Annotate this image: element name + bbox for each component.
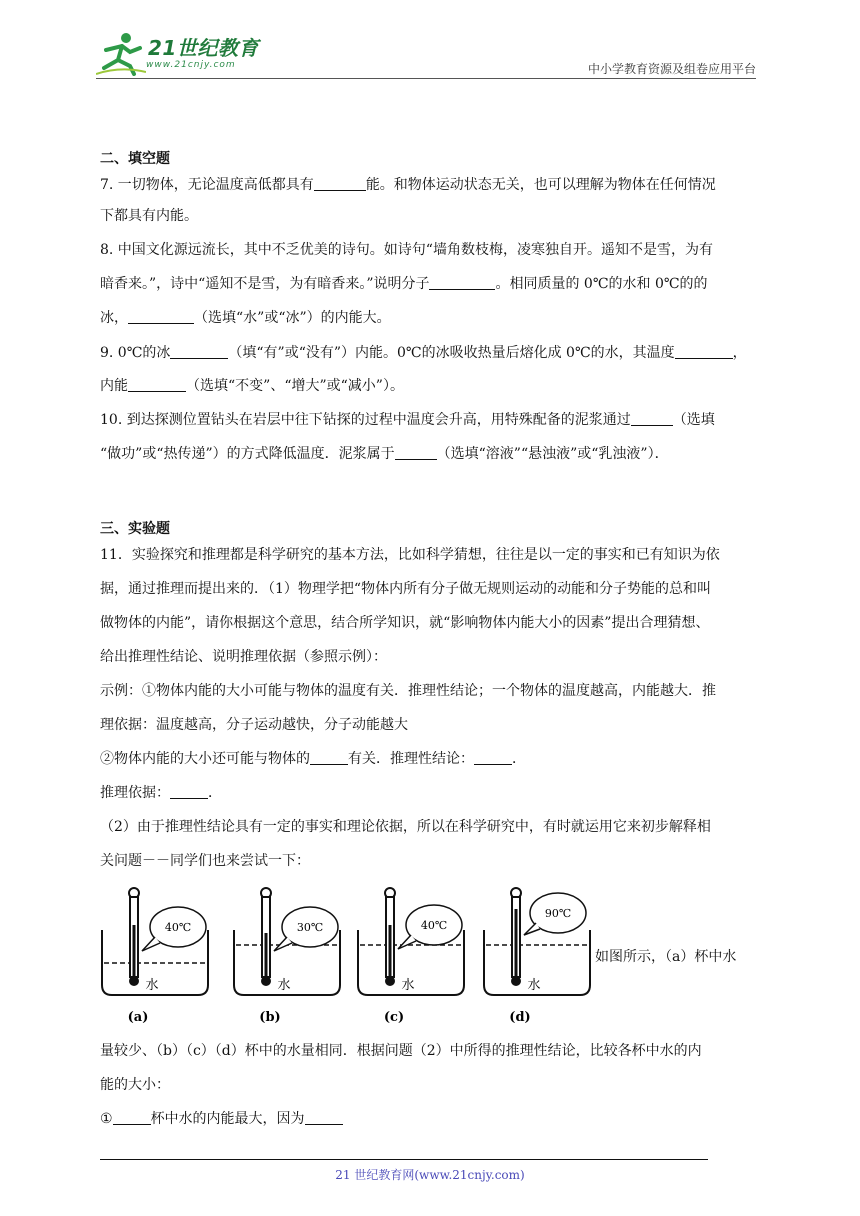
q8-line3 <box>100 309 760 327</box>
text-segment: 杯中水的内能最大，因为 <box>150 1111 305 1127</box>
answer-blank[interactable] <box>170 784 208 799</box>
text-segment: ． <box>512 751 526 767</box>
water-label-a: 水 <box>145 978 159 993</box>
text-segment: 做物体的内能”，请你根据这个意思，结合所学知识，就“影响物体内能大小的因素”提出合理猜想、 <box>100 615 710 631</box>
q9-line2 <box>100 377 760 395</box>
text-segment: 9. 0℃的冰 <box>100 345 171 361</box>
runner-logo-icon <box>96 30 146 76</box>
water-label-c: 水 <box>401 978 415 993</box>
figure-label-d: (d) <box>509 1010 531 1025</box>
text-segment: （选填 <box>672 412 715 428</box>
temp-label-c: 40℃ <box>420 919 448 932</box>
site-logo <box>96 30 266 76</box>
text-segment: 有关．推理性结论： <box>348 751 474 767</box>
footer-divider <box>100 1159 708 1160</box>
figure-caption: 如图所示，（a）杯中水 <box>595 949 737 965</box>
text-segment: 推理依据： <box>100 785 170 801</box>
answer-blank[interactable] <box>128 309 194 324</box>
text-segment: ． <box>208 785 222 801</box>
answer-blank[interactable] <box>314 176 366 191</box>
q9-line1 <box>100 344 760 362</box>
q11-line2 <box>100 580 760 598</box>
text-segment: 10. 到达探测位置钻头在岩层中往下钻探的过程中温度会升高，用特殊配备的泥浆通过 <box>100 412 631 428</box>
footer-text: 21 世纪教育网(www.21cnjy.com) <box>335 1168 525 1182</box>
q11-line1 <box>100 546 760 564</box>
platform-name: 中小学教育资源及组卷应用平台 <box>587 62 756 76</box>
figure-label-b: (b) <box>259 1010 281 1025</box>
answer-blank[interactable] <box>310 750 348 765</box>
q8-line2 <box>100 275 760 293</box>
q11-line8 <box>100 784 760 802</box>
q8-line1 <box>100 241 760 259</box>
text-segment: 8. 中国文化源远流长，其中不乏优美的诗句。如诗句“墙角数枝梅，凌寒独自开。遥知不是雪，为有 <box>100 242 713 258</box>
beaker-c <box>358 888 464 1025</box>
section-title-experiment: 三、实验题 <box>100 521 170 537</box>
page-header <box>96 30 756 80</box>
text-segment: （填“有”或“没有”）内能。0℃的冰吸收热量后熔化成 0℃的水，其温度 <box>228 345 675 361</box>
q11-line5 <box>100 682 760 700</box>
temp-label-b: 30℃ <box>296 921 324 934</box>
q11-line4 <box>100 648 760 666</box>
text-segment: （选填“溶液”“悬浊液”或“乳浊液”）． <box>436 446 669 462</box>
water-label-b: 水 <box>277 978 291 993</box>
q11-after-line2 <box>100 1076 760 1094</box>
logo-text: 21世纪教育 <box>148 36 259 60</box>
answer-blank[interactable] <box>631 411 673 426</box>
text-segment: 。相同质量的 0℃的水和 0℃的的 <box>495 276 708 292</box>
beaker-figure <box>100 885 600 1030</box>
text-segment: 下都具有内能。 <box>100 208 198 224</box>
q11-after-line1 <box>100 1042 760 1060</box>
section-title-fill-blank: 二、填空题 <box>100 151 170 167</box>
q11-line7 <box>100 750 760 768</box>
answer-blank[interactable] <box>675 344 733 359</box>
text-segment: 冰， <box>100 310 128 326</box>
text-segment: 11．实验探究和推理都是科学研究的基本方法，比如科学猜想，往往是以一定的事实和已有知识为依 <box>100 547 720 563</box>
beaker-d <box>484 888 590 1025</box>
beaker-a <box>102 888 208 1025</box>
q10-line1 <box>100 411 760 429</box>
answer-blank[interactable] <box>170 344 228 359</box>
temp-label-a: 40℃ <box>164 921 192 934</box>
answer-blank[interactable] <box>305 1110 343 1125</box>
text-segment: ① <box>100 1111 113 1127</box>
answer-blank[interactable] <box>429 275 495 290</box>
text-segment: 关问题－－同学们也来尝试一下： <box>100 853 310 869</box>
text-segment: ②物体内能的大小还可能与物体的 <box>100 751 310 767</box>
temp-label-d: 90℃ <box>544 907 572 920</box>
text-segment: 暗香来。”，诗中“遥知不是雪，为有暗香来。”说明分子 <box>100 276 430 292</box>
figure-label-c: (c) <box>383 1010 405 1025</box>
text-segment: 据，通过推理而提出来的．（1）物理学把“物体内所有分子做无规则运动的动能和分子势能的总和叫 <box>100 581 712 597</box>
text-segment: 能的大小： <box>100 1077 170 1093</box>
q7-line1 <box>100 176 760 194</box>
q7-line2 <box>100 207 760 225</box>
figure-label-a: (a) <box>127 1010 149 1025</box>
answer-blank[interactable] <box>128 377 186 392</box>
text-segment: 7. 一切物体，无论温度高低都具有 <box>100 177 314 193</box>
q11-line10 <box>100 852 760 870</box>
text-segment: 能。和物体运动状态无关，也可以理解为物体在任何情况 <box>365 177 716 193</box>
text-segment: 给出推理性结论、说明推理依据（参照示例）： <box>100 649 387 665</box>
text-segment: （2）由于推理性结论具有一定的事实和理论依据，所以在科学研究中，有时就运用它来初步解释相 <box>100 819 711 835</box>
answer-blank[interactable] <box>474 750 512 765</box>
text-segment: （选填“不变”、“增大”或“减小”）。 <box>186 378 404 394</box>
q10-line2 <box>100 445 760 463</box>
text-segment: 理依据：温度越高，分子运动越快，分子动能越大 <box>100 717 408 733</box>
q11-line9 <box>100 818 760 836</box>
water-label-d: 水 <box>527 978 541 993</box>
answer-blank[interactable] <box>113 1110 151 1125</box>
q11-line6 <box>100 716 760 734</box>
answer-blank[interactable] <box>395 445 437 460</box>
beaker-b <box>234 888 340 1025</box>
q11-line3 <box>100 614 760 632</box>
text-segment: 量较少、（b）（c）（d）杯中的水量相同．根据问题（2）中所得的推理性结论，比较各杯中水的内 <box>100 1043 702 1059</box>
header-divider <box>96 78 756 79</box>
text-segment: 内能 <box>100 378 128 394</box>
text-segment: ， <box>732 345 747 361</box>
text-segment: 示例：①物体内能的大小可能与物体的温度有关．推理性结论；一个物体的温度越高，内能越大．推 <box>100 683 716 699</box>
text-segment: （选填“水”或“冰”）的内能大。 <box>194 310 391 326</box>
logo-url: www.21cnjy.com <box>146 60 236 70</box>
text-segment: “做功”或“热传递”）的方式降低温度．泥浆属于 <box>100 446 395 462</box>
q11-after-line3 <box>100 1110 760 1128</box>
